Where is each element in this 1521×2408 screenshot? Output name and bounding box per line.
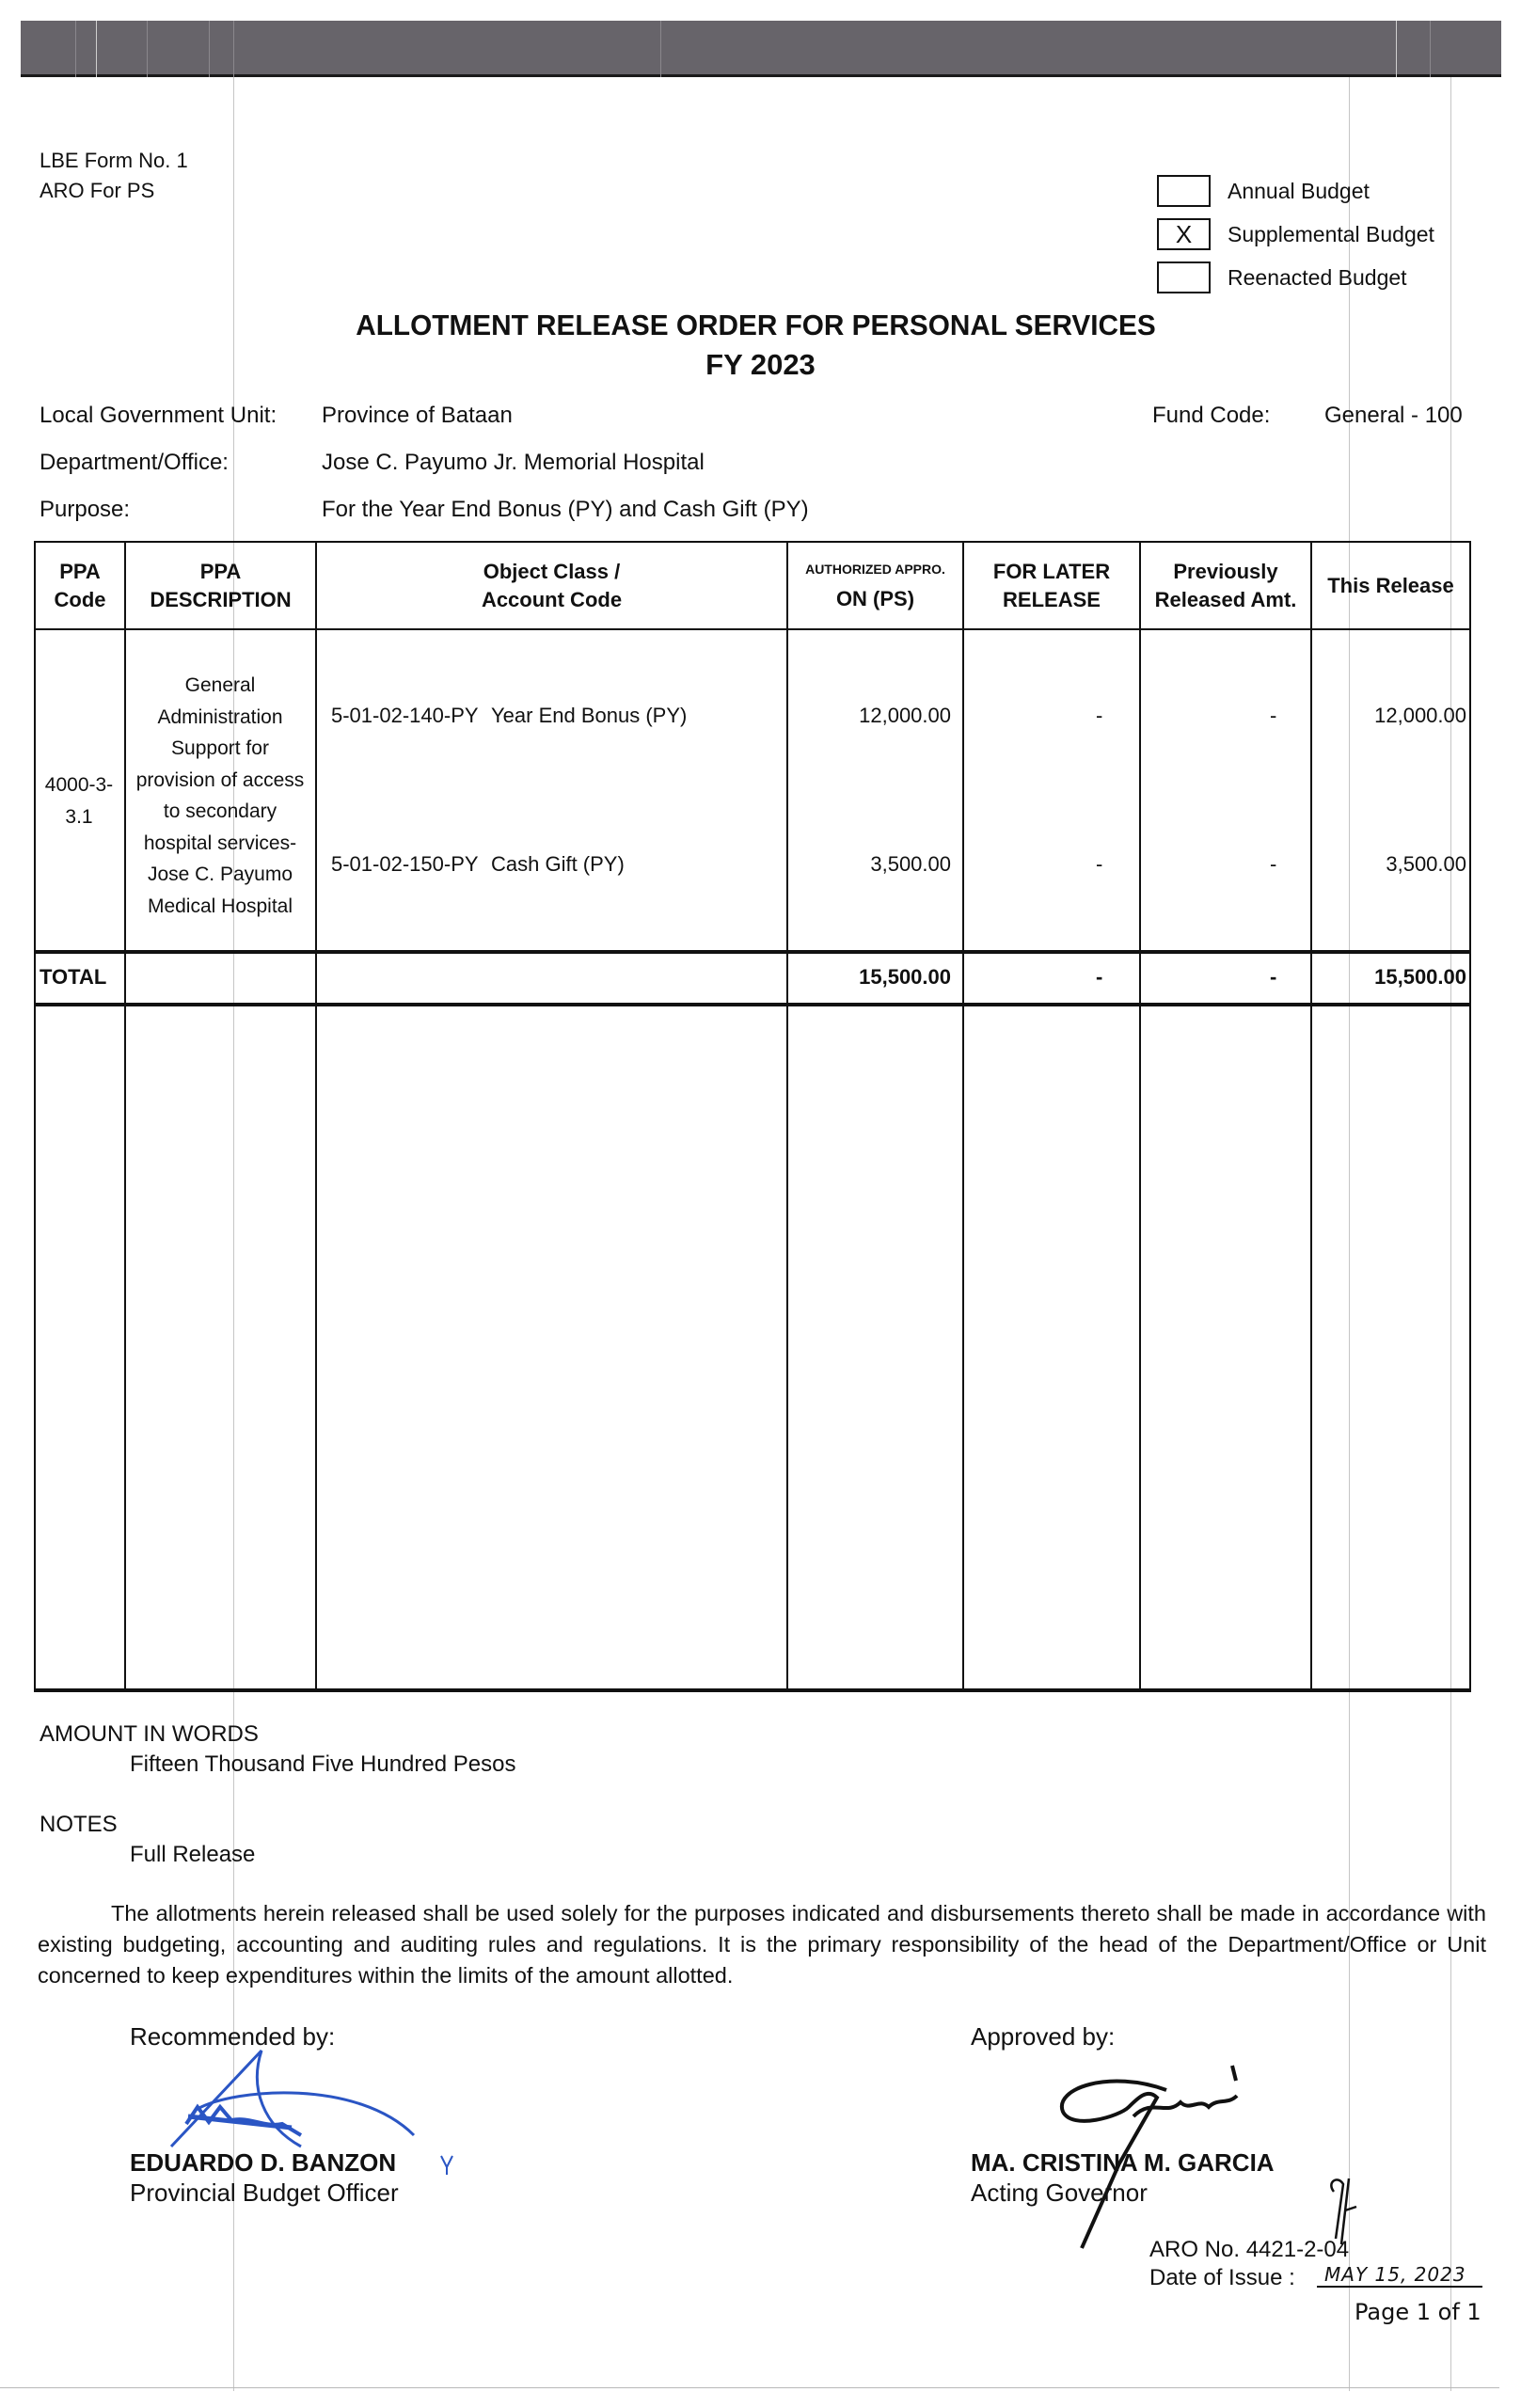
purpose-label: Purpose: [40,497,131,522]
this-release-amount: 3,500.00 [1386,852,1466,876]
amount-in-words-label: AMOUNT IN WORDS [40,1721,259,1747]
annual-budget-checkbox[interactable] [1157,175,1211,207]
col-border [315,541,317,1692]
header-this-release-text: This Release [1327,573,1454,597]
ppa-desc-line: Support for [171,737,269,759]
disclaimer-text: The allotments herein released shall be used solely for the purposes indicated and disbursements thereto shall be made in accordance with existing budgeting, accounting and auditing rules and regulations. It is the primary responsibility of the head of the Department/Office or Unit concerned to keep expenditures within the limits of the amount allotted. [38,1901,1486,1988]
ppa-description-cell [126,670,314,922]
header-ppa-description [126,543,315,628]
fund-code-label: Fund Code: [1152,403,1271,428]
header-object-class-line2: Account Code [481,587,623,611]
ppa-desc-line: Medical Hospital [147,895,293,917]
header-ppa-code-line1: PPA [59,559,101,583]
ppa-code-line: 4000-3- [44,774,114,796]
initial-mark-icon [440,2154,453,2177]
fund-code-value: General - 100 [1324,403,1463,428]
approved-by-label: Approved by: [971,2022,1116,2051]
account-name: Cash Gift (PY) [491,852,625,876]
header-ppa-code [36,543,124,628]
ppa-desc-line: Administration [157,705,283,728]
reenacted-budget-label: Reenacted Budget [1228,264,1407,290]
table-total-bottom [34,1003,1471,1006]
ppa-code-cell [34,769,124,832]
col-border [1139,541,1141,1692]
budget-option-annual[interactable] [1157,169,1434,213]
header-later-line2: RELEASE [1003,587,1101,611]
header-prev-line2: Released Amt. [1154,587,1297,611]
total-later-release: - [1096,965,1103,989]
col-border [1469,541,1471,1692]
budget-option-reenacted[interactable] [1157,256,1434,299]
title-main: ALLOTMENT RELEASE ORDER FOR PERSONAL SERVICES [356,309,1156,341]
table-total-top [34,950,1471,954]
header-object-class-line1: Object Class / [483,559,621,583]
later-release-amount: - [1096,704,1103,727]
amount-in-words-value: Fifteen Thousand Five Hundred Pesos [130,1751,516,1777]
lgu-label: Local Government Unit: [40,403,277,428]
header-ppa-desc-line2: DESCRIPTION [150,587,292,611]
recommended-by-label: Recommended by: [130,2022,336,2051]
approved-by-position: Acting Governor [971,2178,1148,2207]
header-ppa-code-line2: Code [54,587,106,611]
header-later-line1: FOR LATER [992,559,1111,583]
reenacted-budget-checkbox[interactable] [1157,261,1211,293]
this-release-amount: 12,000.00 [1374,704,1466,727]
disclaimer-paragraph [38,1898,1486,1991]
aro-number: ARO No. 4421-2-04 [1149,2237,1350,2262]
date-of-issue-value: MAY 15, 2023 [1317,2263,1482,2288]
col-border [34,541,36,1692]
table-header-divider [34,628,1471,630]
col-border [962,541,964,1692]
ppa-code-line: 3.1 [65,805,93,828]
table-border-bottom [34,1688,1471,1692]
header-ppa-desc-line1: PPA [199,559,242,583]
col-border [1310,541,1312,1692]
dept-value: Jose C. Payumo Jr. Memorial Hospital [322,450,705,475]
authorized-amount: 12,000.00 [859,704,951,727]
lgu-value: Province of Bataan [322,403,513,428]
header-for-later-release [964,543,1139,628]
recommended-by-name: EDUARDO D. BANZON [130,2148,397,2177]
prev-released-amount: - [1270,704,1277,727]
form-identifier [40,146,188,206]
account-name: Year End Bonus (PY) [491,704,688,727]
supplemental-budget-label: Supplemental Budget [1228,221,1434,246]
total-this-release: 15,500.00 [1374,965,1466,989]
annual-budget-label: Annual Budget [1228,178,1370,203]
document-title [0,306,1521,385]
header-prev-line1: Previously [1173,559,1278,583]
prev-released-amount: - [1270,852,1277,876]
approved-by-name: MA. CRISTINA M. GARCIA [971,2148,1275,2177]
signature-recommended-icon [160,2041,423,2154]
header-previously-released [1141,543,1310,628]
total-authorized: 15,500.00 [859,965,951,989]
notes-label: NOTES [40,1812,118,1837]
account-code: 5-01-02-150-PY [331,852,479,876]
ppa-desc-line: provision of access [135,768,305,791]
total-label: TOTAL [40,965,107,989]
header-authorized-line1: AUTHORIZED APPRO. [805,561,945,577]
header-object-class [317,543,786,628]
dept-label: Department/Office: [40,450,229,475]
budget-option-supplemental[interactable] [1157,213,1434,256]
recommended-by-position: Provincial Budget Officer [130,2178,399,2207]
ppa-desc-line: to secondary [163,800,277,822]
ppa-desc-line: General [184,674,256,696]
notes-value: Full Release [130,1842,256,1867]
ppa-desc-line: Jose C. Payumo [147,863,293,885]
authorized-amount: 3,500.00 [870,852,951,876]
account-code: 5-01-02-140-PY [331,704,479,727]
page-number: Page 1 of 1 [1355,2299,1481,2325]
title-fiscal-year: FY 2023 [705,348,816,381]
total-prev-released: - [1270,965,1277,989]
header-this-release [1312,543,1469,628]
supplemental-budget-checkbox[interactable]: X [1157,218,1211,250]
page-bottom-edge [0,2387,1499,2388]
purpose-value: For the Year End Bonus (PY) and Cash Gift (PY) [322,497,809,522]
form-type: ARO For PS [40,179,155,202]
header-authorized-appro [788,543,962,628]
budget-type-options [1157,169,1434,299]
scanner-header-bar [21,21,1501,77]
date-of-issue-label: Date of Issue : [1149,2265,1295,2290]
col-border [786,541,788,1692]
form-number: LBE Form No. 1 [40,149,188,172]
ppa-desc-line: hospital services- [143,832,297,854]
header-authorized-line2: ON (PS) [835,586,915,610]
later-release-amount: - [1096,852,1103,876]
